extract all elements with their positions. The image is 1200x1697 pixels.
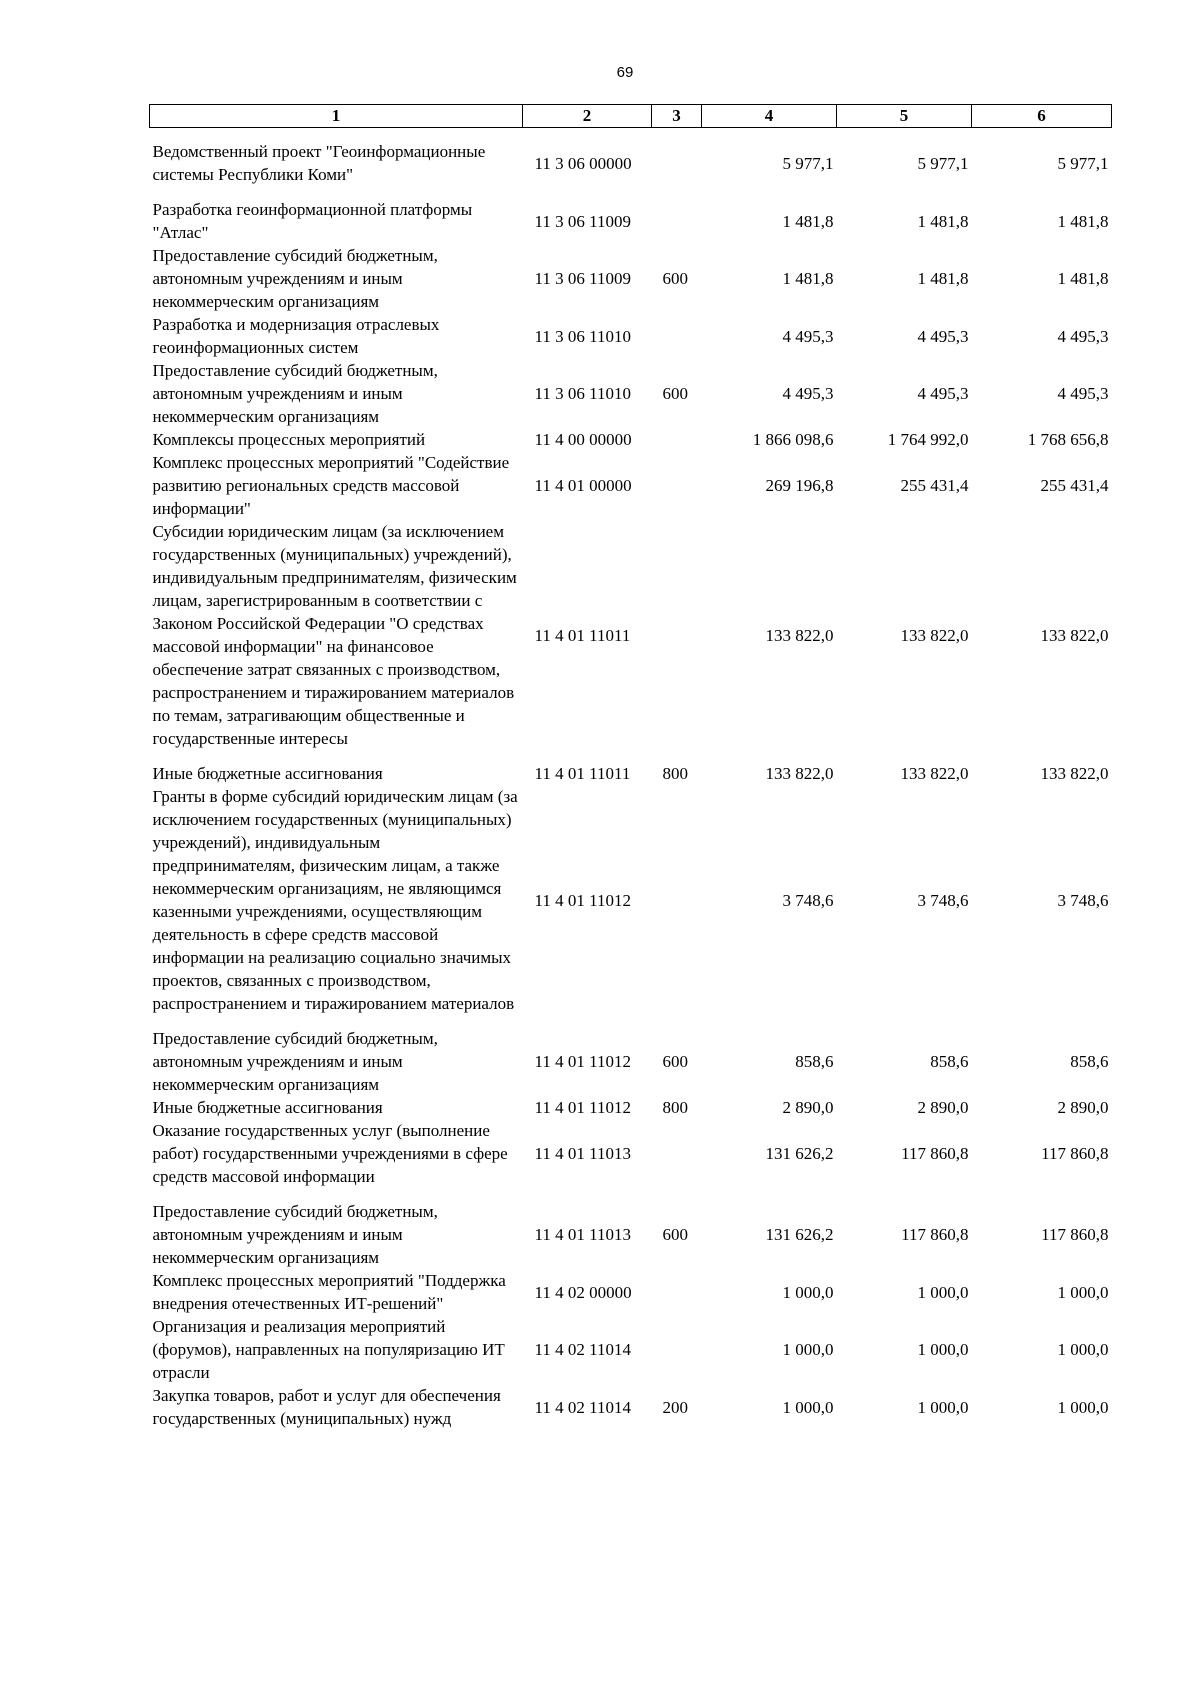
table-row	[150, 428, 1112, 451]
header-col-2: 2	[523, 105, 652, 128]
row-value-col6: 858,6	[1070, 1052, 1109, 1071]
row-value-col5: 1 000,0	[917, 1397, 969, 1417]
row-expense-type	[652, 428, 702, 451]
row-value-col5: 5 977,1	[917, 153, 969, 173]
row-value-col6: 1 481,8	[1057, 269, 1109, 288]
row-name: Закупка товаров, работ и услуг для обеспечения государственных (муниципальных) нужд	[152, 1386, 501, 1428]
spacer-cell	[150, 1015, 1112, 1027]
header-col-3: 3	[652, 105, 702, 128]
table-row	[150, 762, 1112, 785]
table-row	[150, 1200, 1112, 1269]
row-expense-type	[652, 140, 702, 186]
row-code: 11 3 06 11009	[534, 211, 631, 231]
table-row	[150, 1027, 1112, 1096]
row-expense-type	[652, 1119, 702, 1188]
row-name: Разработка геоинформационной платформы "Атлас"	[152, 200, 473, 242]
row-value-col6: 117 860,8	[1041, 1225, 1109, 1244]
row-value-col4: 4 495,3	[782, 326, 834, 346]
row-value-col5: 133 822,0	[900, 625, 969, 645]
row-value-col4: 3 748,6	[782, 890, 834, 910]
table-header	[150, 105, 1112, 128]
row-code: 11 3 06 11010	[534, 326, 631, 346]
row-value-col4: 131 626,2	[765, 1144, 834, 1163]
row-name: Предоставление субсидий бюджетным, автономным учреждениям и иным некоммерческим организациям	[152, 246, 438, 311]
header-col-4: 4	[702, 105, 837, 128]
row-code: 11 4 02 00000	[534, 1282, 632, 1302]
row-expense-type: 200	[662, 1397, 688, 1417]
row-value-col5: 117 860,8	[901, 1144, 969, 1163]
row-name: Гранты в форме субсидий юридическим лицам (за исключением государственных (муниципальных) учреждений), индивидуальным предпринимателям, физическим лицам, а также некоммерческим организациям, не являющимся казенными учреждениями, осуществляющим деятельность в сфере средств массовой информации на реализацию социально значимых проектов, связанных с производством, распространением и тиражированием материалов	[152, 787, 518, 1013]
spacer-row	[150, 186, 1112, 198]
row-expense-type: 600	[662, 384, 688, 403]
row-expense-type	[652, 313, 702, 359]
row-expense-type: 600	[662, 1052, 688, 1071]
header-col-5: 5	[837, 105, 972, 128]
header-row	[150, 105, 1112, 128]
row-code: 11 4 01 11013	[534, 1144, 631, 1163]
table-row	[150, 1315, 1112, 1384]
row-value-col5: 1 000,0	[917, 1340, 969, 1359]
row-value-col6: 133 822,0	[1040, 625, 1109, 645]
row-code: 11 4 00 00000	[534, 430, 632, 449]
row-value-col4: 133 822,0	[765, 625, 834, 645]
table-row	[150, 451, 1112, 520]
row-value-col4: 269 196,8	[765, 476, 834, 495]
page-number: 69	[616, 64, 634, 81]
row-value-col5: 3 748,6	[917, 890, 969, 910]
spacer-row	[150, 750, 1112, 762]
row-value-col4: 1 866 098,6	[752, 430, 834, 449]
row-value-col4: 5 977,1	[782, 153, 834, 173]
row-value-col5: 1 764 992,0	[887, 430, 969, 449]
row-name: Разработка и модернизация отраслевых геоинформационных систем	[152, 315, 440, 357]
row-code: 11 4 01 11013	[534, 1225, 631, 1244]
row-code: 11 3 06 11009	[534, 269, 631, 288]
row-value-col4: 133 822,0	[765, 764, 834, 783]
row-code: 11 4 01 11012	[534, 1052, 631, 1071]
header-col-1: 1	[150, 105, 523, 128]
spacer-row	[150, 1188, 1112, 1200]
row-value-col5: 1 000,0	[917, 1282, 969, 1302]
row-expense-type	[652, 451, 702, 520]
spacer-cell	[150, 186, 1112, 198]
row-name: Иные бюджетные ассигнования	[152, 764, 383, 783]
row-expense-type	[652, 1315, 702, 1384]
row-code: 11 3 06 00000	[534, 153, 632, 173]
row-expense-type: 800	[662, 1098, 688, 1117]
row-name: Субсидии юридическим лицам (за исключением государственных (муниципальных) учреждений), индивидуальным предпринимателям, физическим лицам, зарегистрированным в соответствии с Законом Российской Федерации "О средствах массовой информации" на финансовое обеспечение затрат связанных с производством, распространением и тиражированием материалов по темам, затрагивающим общественные и государственные интересы	[152, 522, 517, 748]
row-expense-type: 800	[662, 764, 688, 783]
row-code: 11 4 01 11011	[534, 625, 631, 645]
row-value-col4: 858,6	[795, 1052, 834, 1071]
row-value-col4: 131 626,2	[765, 1225, 834, 1244]
row-code: 11 4 01 11012	[534, 890, 631, 910]
row-value-col4: 1 000,0	[782, 1282, 834, 1302]
spacer-cell	[150, 750, 1112, 762]
row-expense-type: 600	[662, 269, 688, 288]
row-value-col6: 3 748,6	[1057, 890, 1109, 910]
row-value-col6: 117 860,8	[1041, 1144, 1109, 1163]
row-value-col6: 4 495,3	[1057, 384, 1109, 403]
row-name: Предоставление субсидий бюджетным, автономным учреждениям и иным некоммерческим организациям	[152, 1029, 438, 1094]
row-name: Комплекс процессных мероприятий "Содействие развитию региональных средств массовой информации"	[152, 453, 510, 518]
table-row	[150, 1384, 1112, 1430]
row-name: Предоставление субсидий бюджетным, автономным учреждениям и иным некоммерческим организациям	[152, 1202, 438, 1267]
row-value-col4: 1 481,8	[782, 211, 834, 231]
row-value-col5: 858,6	[930, 1052, 969, 1071]
row-value-col5: 2 890,0	[917, 1098, 969, 1117]
row-name: Комплекс процессных мероприятий "Поддержка внедрения отечественных ИТ-решений"	[152, 1271, 506, 1313]
row-expense-type	[652, 1269, 702, 1315]
header-col-6: 6	[972, 105, 1112, 128]
spacer-row	[150, 128, 1112, 141]
table-row	[150, 1269, 1112, 1315]
row-value-col6: 1 768 656,8	[1027, 430, 1109, 449]
row-expense-type	[652, 520, 702, 750]
row-value-col5: 1 481,8	[917, 269, 969, 288]
table-row	[150, 520, 1112, 750]
row-code: 11 4 01 11011	[534, 764, 631, 783]
table-row	[150, 1119, 1112, 1188]
row-value-col5: 4 495,3	[917, 326, 969, 346]
row-code: 11 3 06 11010	[534, 384, 631, 403]
row-value-col6: 5 977,1	[1057, 153, 1109, 173]
row-name: Оказание государственных услуг (выполнение работ) государственными учреждениями в сфере средств массовой информации	[152, 1121, 508, 1186]
row-name: Иные бюджетные ассигнования	[152, 1098, 383, 1117]
row-value-col6: 1 000,0	[1057, 1340, 1109, 1359]
row-value-col4: 2 890,0	[782, 1098, 834, 1117]
table-row	[150, 198, 1112, 244]
row-code: 11 4 01 11012	[534, 1098, 631, 1117]
row-value-col6: 1 481,8	[1057, 211, 1109, 231]
budget-table	[149, 104, 1112, 1430]
row-value-col5: 4 495,3	[917, 384, 969, 403]
row-value-col6: 255 431,4	[1040, 476, 1109, 495]
row-name: Предоставление субсидий бюджетным, автономным учреждениям и иным некоммерческим организациям	[152, 361, 438, 426]
row-expense-type	[652, 198, 702, 244]
row-name: Комплексы процессных мероприятий	[152, 430, 426, 449]
spacer-row	[150, 1015, 1112, 1027]
table-row	[150, 359, 1112, 428]
row-name: Организация и реализация мероприятий (форумов), направленных на популяризацию ИТ отрасли	[152, 1317, 505, 1382]
row-value-col6: 2 890,0	[1057, 1098, 1109, 1117]
table-row	[150, 1096, 1112, 1119]
row-name: Ведомственный проект "Геоинформационные системы Республики Коми"	[152, 142, 486, 184]
row-value-col5: 117 860,8	[901, 1225, 969, 1244]
row-value-col4: 1 000,0	[782, 1397, 834, 1417]
row-code: 11 4 01 00000	[534, 476, 632, 495]
row-code: 11 4 02 11014	[534, 1340, 631, 1359]
row-expense-type	[652, 785, 702, 1015]
table-body	[150, 128, 1112, 1431]
table-row	[150, 313, 1112, 359]
table-row	[150, 244, 1112, 313]
row-value-col4: 1 000,0	[782, 1340, 834, 1359]
row-value-col5: 255 431,4	[900, 476, 969, 495]
row-value-col6: 133 822,0	[1040, 764, 1109, 783]
row-value-col5: 1 481,8	[917, 211, 969, 231]
row-value-col4: 1 481,8	[782, 269, 834, 288]
row-value-col6: 1 000,0	[1057, 1282, 1109, 1302]
spacer-cell	[150, 128, 1112, 141]
row-code: 11 4 02 11014	[534, 1397, 631, 1417]
table-row	[150, 140, 1112, 186]
row-value-col6: 1 000,0	[1057, 1397, 1109, 1417]
spacer-cell	[150, 1188, 1112, 1200]
row-value-col5: 133 822,0	[900, 764, 969, 783]
row-expense-type: 600	[662, 1225, 688, 1244]
row-value-col6: 4 495,3	[1057, 326, 1109, 346]
table-row	[150, 785, 1112, 1015]
row-value-col4: 4 495,3	[782, 384, 834, 403]
